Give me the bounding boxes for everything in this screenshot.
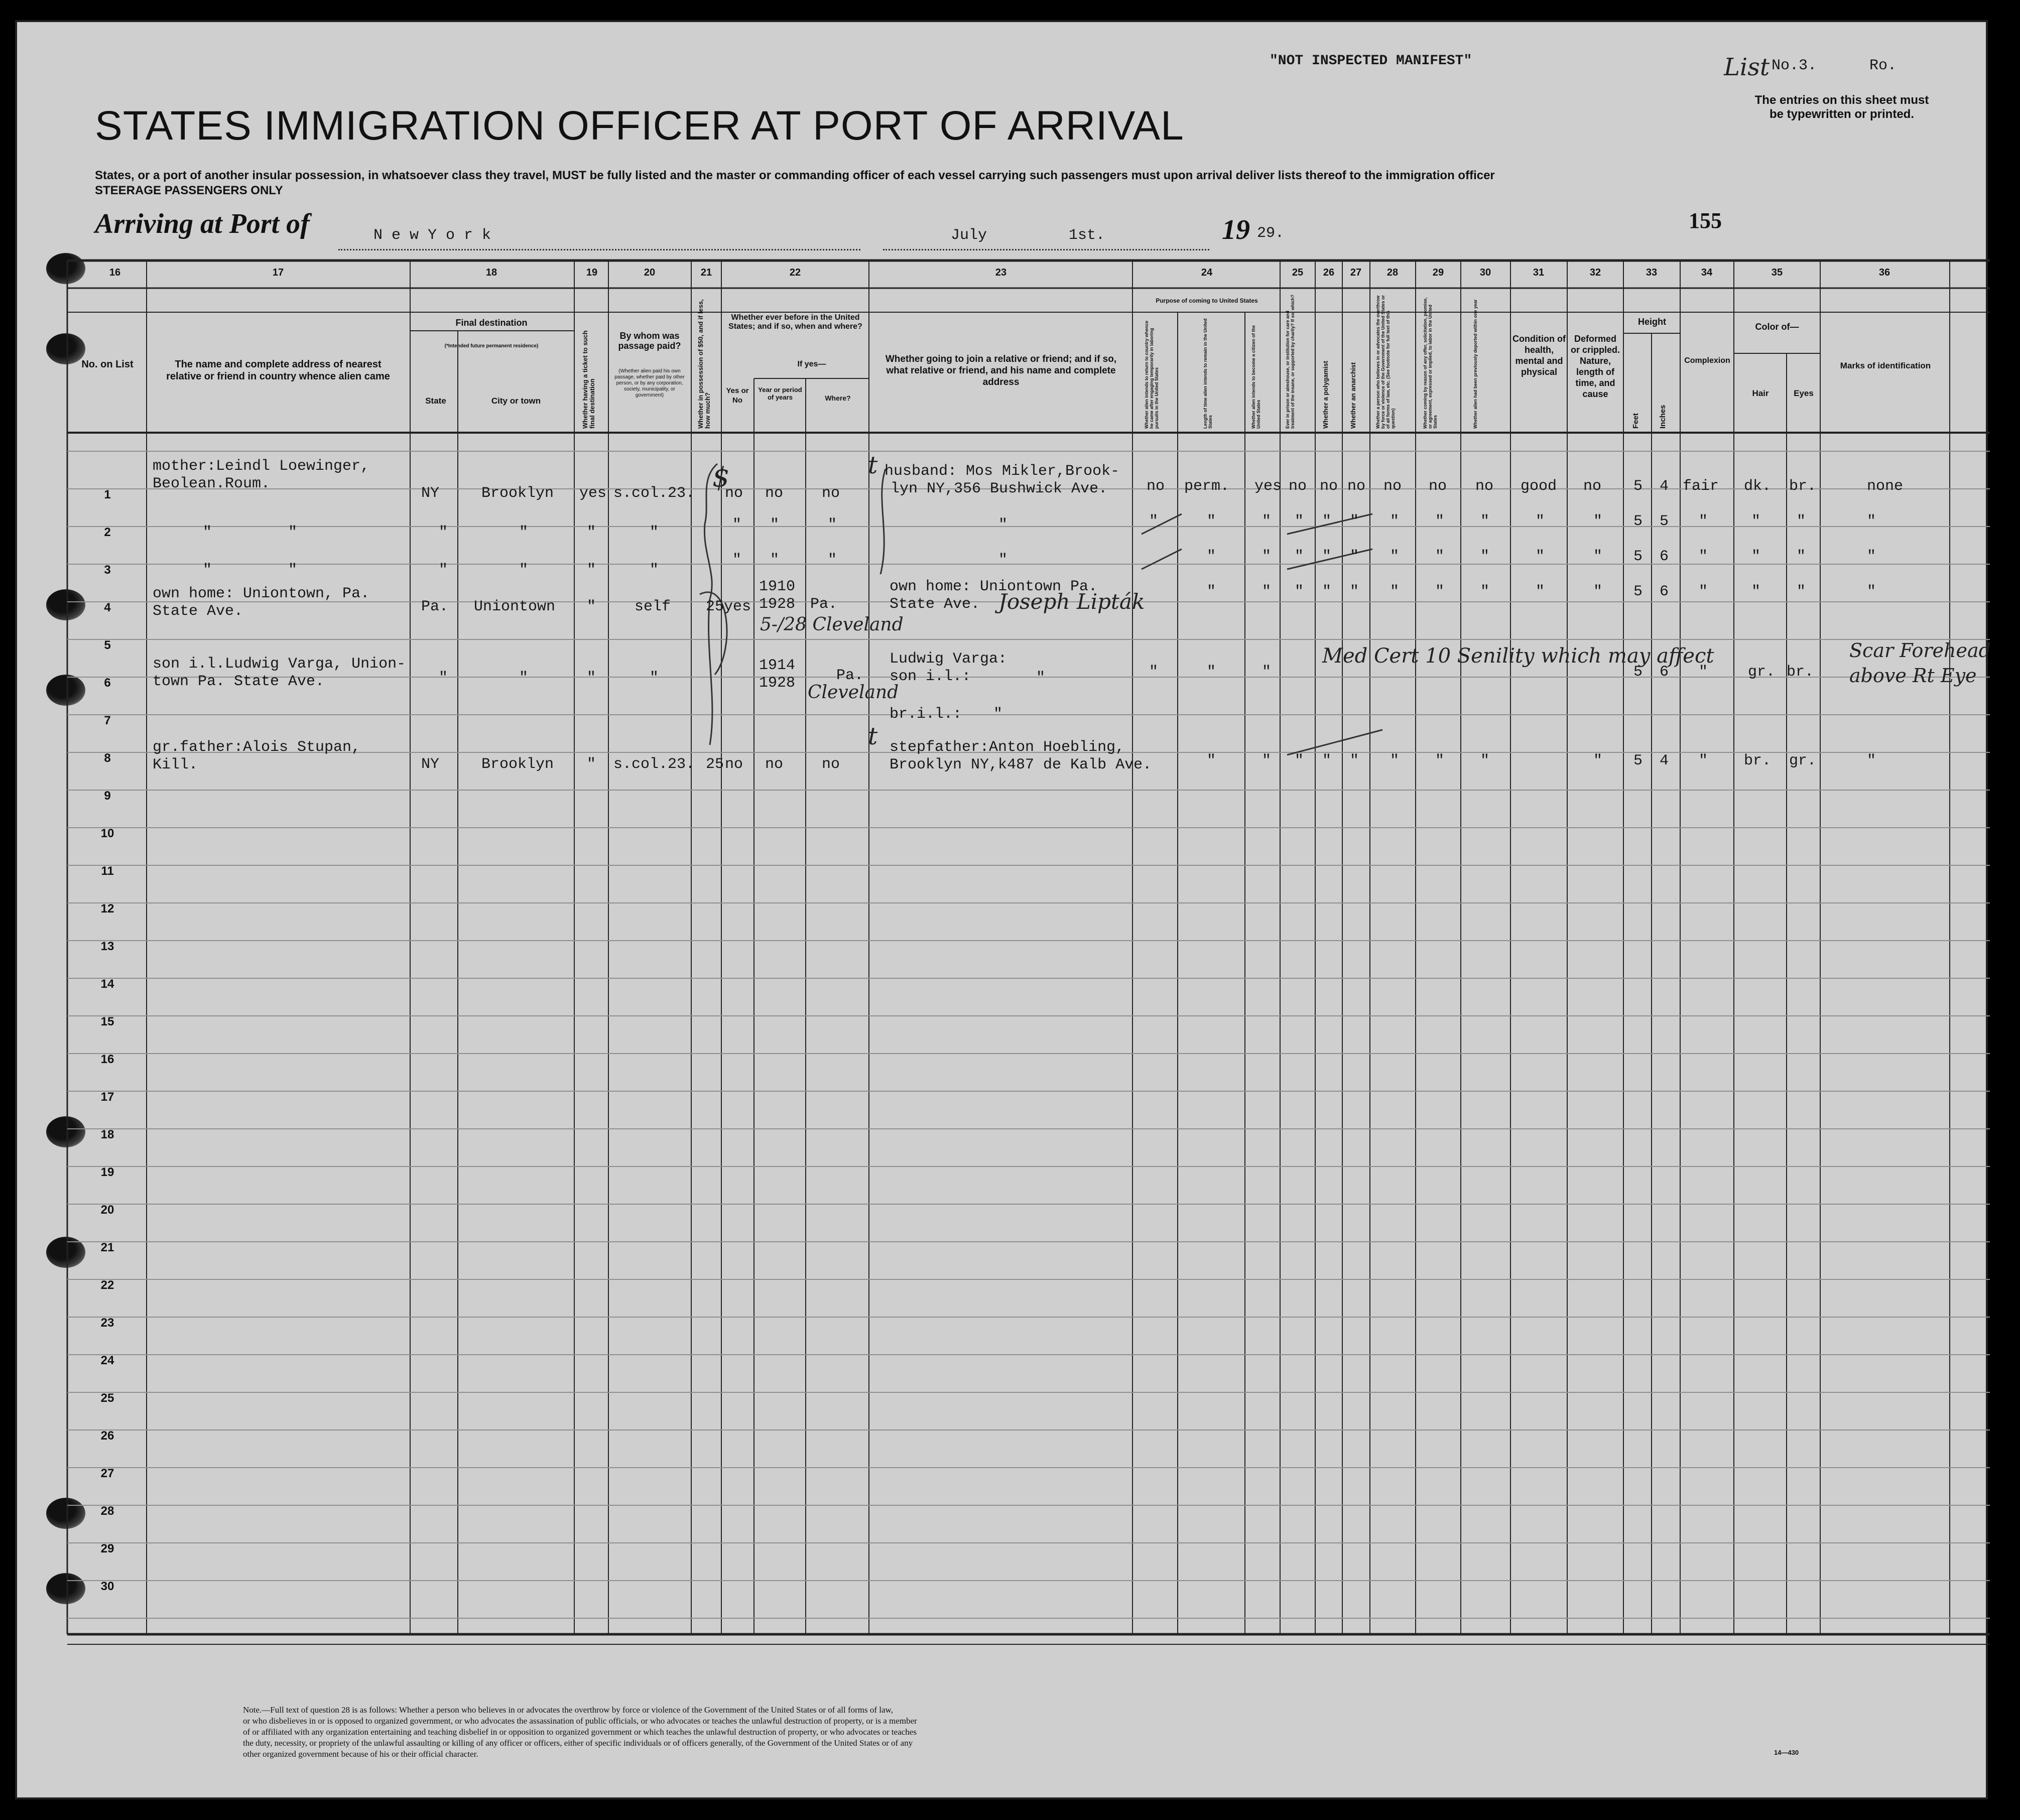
- r1-hair: dk.: [1744, 478, 1772, 495]
- ditto-mark: ": [650, 524, 659, 541]
- header-final-destination: Final destination: [455, 318, 528, 328]
- r8-year: no: [765, 756, 784, 773]
- page-title: STATES IMMIGRATION OFFICER AT PORT OF ARRIVAL: [95, 103, 1184, 149]
- row-number: 6: [104, 676, 111, 690]
- ditto-mark: ": [1797, 513, 1806, 530]
- ditto-mark: ": [519, 524, 529, 541]
- row-number: 27: [100, 1467, 114, 1480]
- row-number: 29: [100, 1542, 114, 1555]
- column-number: 20: [644, 267, 656, 278]
- ditto-mark: ": [1295, 583, 1304, 600]
- footnote: Note.—Full text of question 28 is as follows: Whether a person who believes in or advocates the overthrow by force or violence of the Government of the United States or of all forms of law, or who disbelieves in or is opposed to organized government, or who advocates the assassination of public officials, or who advocates or teaches the unlawful destruction of property, or is a member of or affiliated with any organization entertaining and teaching disbelief in or opposition to organized government or which teaches the unlawful destruction of property, or who advocates or teaches the duty, necessity, or propriety of the unlawful assaulting or killing of any officer or officers, either of specific individuals or of officers generally, of the Government of the United States or of any other organized government because of his or their official character.: [243, 1705, 917, 1759]
- row-number: 17: [100, 1090, 114, 1104]
- header-purpose-return: Whether alien intends to return to country whence he came after engaging temporarily in laboring pursuits in the United States: [1144, 320, 1159, 429]
- r4-handwritten-cleveland: 5-/28 Cleveland: [760, 614, 904, 635]
- ditto-mark: ": [288, 524, 298, 541]
- ditto-mark: ": [770, 516, 780, 534]
- ditto-mark: ": [1536, 513, 1545, 530]
- row-number: 28: [100, 1504, 114, 1518]
- ditto-mark: ": [1390, 513, 1400, 530]
- header-year: Year or period of years: [758, 386, 802, 401]
- ditto-mark: ": [288, 562, 298, 579]
- ditto-mark: ": [1593, 513, 1603, 530]
- ditto-mark: ": [1699, 548, 1708, 565]
- ditto-mark: ": [993, 706, 1003, 723]
- ditto-mark: ": [1593, 583, 1603, 600]
- r4-join-line1: own home: Uniontown Pa.: [890, 578, 1098, 595]
- header-hair: Hair: [1752, 388, 1769, 398]
- ditto-mark: ": [1797, 583, 1806, 600]
- ditto-mark: ": [1149, 664, 1159, 681]
- day-value: 1st.: [1069, 227, 1105, 244]
- header-join-relative: Whether going to join a relative or friend; and if so, what relative or friend, and his name and complete address: [885, 354, 1117, 387]
- header-overthrow: Whether a person who believes in or advocates the overthrow by force or violence of the Government of the United States or of all forms of law, etc. (See footnote for full text of this question): [1375, 295, 1396, 429]
- ditto-mark: ": [1593, 752, 1603, 769]
- r4-paid: self: [635, 598, 671, 615]
- header-health: Condition of health, mental and physical: [1512, 334, 1566, 377]
- ditto-mark: ": [1751, 583, 1761, 600]
- ditto-mark: ": [203, 562, 212, 579]
- column-number: 23: [995, 267, 1007, 278]
- r8-hair: br.: [1744, 752, 1772, 769]
- header-money: Whether in possession of $50, and if less, how much?: [697, 299, 711, 429]
- header-if-yes: If yes—: [797, 360, 826, 368]
- r1-marks: none: [1867, 478, 1904, 495]
- r1-handwritten-t: t: [868, 451, 878, 479]
- column-number: 34: [1701, 267, 1713, 278]
- ditto-mark: ": [1390, 752, 1400, 769]
- header-deported: Whether alien had been previously deported within one year: [1473, 299, 1478, 429]
- r4-relative-line2: State Ave.: [153, 603, 243, 620]
- ditto-mark: ": [1262, 752, 1272, 769]
- r8-paid: s.col.23.: [613, 756, 695, 773]
- ditto-mark: ": [1322, 548, 1332, 565]
- r8-relative-line1: gr.father:Alois Stupan,: [153, 739, 361, 756]
- row-number: 10: [100, 827, 114, 840]
- r8-money: 25: [706, 756, 724, 773]
- ditto-mark: ": [1350, 583, 1359, 600]
- column-number: 36: [1878, 267, 1890, 278]
- r1-prison: no: [1289, 478, 1307, 495]
- column-number: 26: [1323, 267, 1335, 278]
- r8-feet: 5: [1633, 752, 1643, 769]
- ditto-mark: ": [1295, 752, 1304, 769]
- r3-feet: 5: [1633, 548, 1643, 565]
- r8-state: NY: [421, 756, 440, 773]
- form-number: 14—430: [1774, 1749, 1799, 1756]
- ditto-mark: ": [1435, 752, 1445, 769]
- list-number: No.3.: [1772, 57, 1817, 74]
- ditto-mark: ": [1480, 752, 1490, 769]
- ditto-mark: ": [587, 670, 596, 687]
- ditto-mark: ": [1480, 583, 1490, 600]
- ditto-mark: ": [1207, 513, 1216, 530]
- ditto-mark: ": [1262, 664, 1272, 681]
- r4-city: Uniontown: [474, 598, 556, 615]
- ditto-mark: ": [1435, 583, 1445, 600]
- header-final-destination-note: (*Intended future permanent residence): [444, 343, 539, 349]
- r1-labor: no: [1429, 478, 1447, 495]
- column-number: 18: [485, 267, 497, 278]
- header-no-on-list: No. on List: [81, 359, 134, 370]
- ditto-mark: ": [1536, 548, 1545, 565]
- ditto-mark: ": [1322, 752, 1332, 769]
- column-number: 25: [1292, 267, 1304, 278]
- r1-eyes: br.: [1789, 478, 1817, 495]
- column-number: 21: [700, 267, 712, 278]
- not-inspected-stamp: "NOT INSPECTED MANIFEST": [1270, 53, 1472, 69]
- header-complexion: Complexion: [1684, 356, 1730, 365]
- list-suffix: Ro.: [1869, 57, 1897, 74]
- column-number: 29: [1432, 267, 1444, 278]
- ditto-mark: ": [650, 562, 659, 579]
- arriving-label: Arriving at Port of: [95, 208, 310, 239]
- ditto-mark: ": [1262, 513, 1272, 530]
- header-height: Height: [1638, 317, 1666, 327]
- row-number: 2: [104, 526, 111, 539]
- r1-relative-line2: Beolean.Roum.: [153, 475, 271, 492]
- header-passage-paid-note: (Whether alien paid his own passage, whether paid by other person, or by any corporation, society, municipality, or government): [614, 368, 685, 398]
- header-deformed: Deformed or crippled. Nature, length of time, and cause: [1570, 334, 1620, 399]
- ditto-mark: ": [828, 552, 837, 569]
- row-number: 23: [100, 1316, 114, 1330]
- r6-join-line2: son i.l.:: [890, 668, 971, 685]
- r6-eyes: br.: [1787, 664, 1814, 681]
- row-number: 26: [100, 1429, 114, 1443]
- ditto-mark: ": [1699, 513, 1708, 530]
- ditto-mark: ": [770, 552, 780, 569]
- row-number: 25: [100, 1391, 114, 1405]
- r1-citizen: yes: [1254, 478, 1282, 495]
- ditto-mark: ": [1295, 513, 1304, 530]
- r1-paid: s.col.23.: [613, 485, 695, 502]
- header-city: City or town: [491, 396, 541, 406]
- ditto-mark: ": [203, 524, 212, 541]
- header-ever-before: Whether ever before in the United States; and if so, when and where?: [728, 313, 862, 331]
- r6-handwritten-cleveland: Cleveland: [808, 682, 899, 703]
- row-number: 7: [104, 714, 111, 727]
- row-number: 1: [104, 488, 111, 501]
- ditto-mark: ": [650, 670, 659, 687]
- column-number: 17: [272, 267, 284, 278]
- ditto-mark: ": [732, 516, 742, 534]
- page-subtitle: States, or a port of another insular possession, in whatsoever class they travel, MUST be fully listed and the master or commanding officer of each vessel carrying such passengers must upon arrival deliver lists thereof to the immigration officer: [95, 169, 1495, 182]
- column-number: 24: [1201, 267, 1213, 278]
- column-number: 22: [789, 267, 801, 278]
- ditto-mark: ": [1207, 752, 1216, 769]
- ditto-mark: ": [1480, 513, 1490, 530]
- ditto-mark: ": [587, 756, 596, 773]
- ditto-mark: ": [1593, 548, 1603, 565]
- ditto-mark: ": [439, 562, 448, 579]
- r1-length: perm.: [1184, 478, 1230, 495]
- r6-marks-line1: Scar Forehead: [1849, 639, 1991, 662]
- r1-relative-line1: mother:Leindl Loewinger,: [153, 458, 370, 475]
- ditto-mark: ": [519, 670, 529, 687]
- ditto-mark: ": [1699, 583, 1708, 600]
- ditto-mark: ": [1350, 548, 1359, 565]
- r1-year: no: [765, 485, 784, 502]
- row-number: 8: [104, 751, 111, 765]
- r6-where: Pa.: [836, 667, 864, 684]
- r1-join-line2: lyn NY,356 Bushwick Ave.: [891, 480, 1108, 497]
- ditto-mark: ": [1435, 513, 1445, 530]
- page-number: 155: [1689, 208, 1722, 233]
- row-number: 19: [100, 1165, 114, 1179]
- ditto-mark: ": [998, 516, 1008, 534]
- row-number: 3: [104, 563, 111, 577]
- header-marks: Marks of identification: [1840, 361, 1931, 370]
- ditto-mark: ": [1867, 583, 1876, 600]
- column-number: 33: [1646, 267, 1658, 278]
- ditto-mark: ": [439, 670, 448, 687]
- row-number: 30: [100, 1580, 114, 1593]
- r1-feet: 5: [1633, 478, 1643, 495]
- ditto-mark: ": [1262, 583, 1272, 600]
- ditto-mark: ": [1036, 670, 1046, 687]
- header-purpose: Purpose of coming to United States: [1156, 297, 1258, 304]
- list-label: List: [1724, 53, 1770, 81]
- r4-state: Pa.: [421, 598, 449, 615]
- ditto-mark: ": [439, 524, 448, 541]
- row-number: 20: [100, 1203, 114, 1217]
- ditto-mark: ": [1149, 513, 1159, 530]
- r8-inches: 4: [1660, 752, 1669, 769]
- r6-feet: 5: [1633, 664, 1643, 681]
- header-color: Color of—: [1755, 322, 1799, 332]
- r6-year-from: 1914: [759, 657, 796, 674]
- r8-handwritten-t: t: [868, 722, 878, 750]
- ditto-mark: ": [1435, 548, 1445, 565]
- ditto-mark: ": [998, 552, 1008, 569]
- ditto-mark: ": [1207, 548, 1216, 565]
- r8-eyes: gr.: [1789, 752, 1817, 769]
- r1-health: good: [1521, 478, 1557, 495]
- row-number: 22: [100, 1278, 114, 1292]
- r4-inches: 6: [1660, 583, 1669, 600]
- r3-inches: 6: [1660, 548, 1669, 565]
- r1-money-handwritten: $: [712, 461, 730, 493]
- ditto-mark: ": [1390, 548, 1400, 565]
- ditto-mark: ": [587, 524, 596, 541]
- entries-note: The entries on this sheet must be typewritten or printed.: [1754, 93, 1929, 121]
- r1-deformed: no: [1583, 478, 1602, 495]
- r1-deported: no: [1475, 478, 1494, 495]
- header-prison: Ever in prison or almshouse, or institution for care and treatment of the insane, or supported by charity? If so, which?: [1285, 294, 1295, 429]
- r8-relative-line2: Kill.: [153, 756, 198, 773]
- header-anarchist: Whether an anarchist: [1349, 362, 1357, 429]
- r1-yes-no: no: [725, 485, 743, 502]
- header-feet: Feet: [1631, 413, 1640, 429]
- ditto-mark: ": [1207, 583, 1216, 600]
- column-number: 19: [586, 267, 598, 278]
- r4-relative-line1: own home: Uniontown, Pa.: [153, 585, 370, 602]
- r6-handwritten-note: Med Cert 10 Senility which may affect: [1322, 644, 1714, 668]
- header-nearest-relative: The name and complete address of nearest relative or friend in country whence alien came: [166, 359, 390, 382]
- r1-where: no: [822, 485, 840, 502]
- header-ticket: Whether having a ticket to such final destination: [581, 330, 596, 429]
- ditto-mark: ": [1350, 513, 1359, 530]
- r1-inches: 4: [1660, 478, 1669, 495]
- ditto-mark: ": [1480, 548, 1490, 565]
- column-number: 16: [109, 267, 121, 278]
- r4-yes-no: yes: [724, 598, 751, 615]
- ditto-mark: ": [1262, 548, 1272, 565]
- r4-join-line2: State Ave.: [890, 596, 980, 613]
- column-number: 32: [1589, 267, 1601, 278]
- r2-inches: 5: [1660, 513, 1669, 530]
- r6-hair: gr.: [1748, 664, 1776, 681]
- header-inches: Inches: [1659, 405, 1667, 429]
- ditto-mark: ": [1797, 548, 1806, 565]
- column-number: 35: [1771, 267, 1783, 278]
- table-grid: [17, 22, 1990, 1801]
- ditto-mark: ": [1536, 583, 1545, 600]
- row-number: 18: [100, 1128, 114, 1141]
- port-value: N e w Y o r k: [373, 227, 491, 244]
- ditto-mark: ": [519, 562, 529, 579]
- column-number: 27: [1350, 267, 1362, 278]
- r1-anarchist: no: [1347, 478, 1366, 495]
- ditto-mark: ": [1295, 548, 1304, 565]
- r8-city: Brooklyn: [481, 756, 554, 773]
- header-passage-paid: By whom was passage paid?: [618, 331, 681, 351]
- ditto-mark: ": [1322, 583, 1332, 600]
- row-number: 15: [100, 1015, 114, 1028]
- column-number: 31: [1533, 267, 1545, 278]
- ditto-mark: ": [1699, 752, 1708, 769]
- row-number: 16: [100, 1053, 114, 1066]
- r6-inches: 6: [1660, 664, 1669, 681]
- header-eyes: Eyes: [1794, 388, 1814, 398]
- r6-relative-line1: son i.l.Ludwig Varga, Union-: [153, 656, 406, 673]
- r2-feet: 5: [1633, 513, 1643, 530]
- column-number: 28: [1386, 267, 1399, 278]
- ditto-mark: ": [1207, 664, 1216, 681]
- column-number: 30: [1479, 267, 1491, 278]
- r6-join-line3: br.i.l.:: [890, 706, 962, 723]
- ditto-mark: ": [587, 562, 596, 579]
- ditto-mark: ": [1390, 583, 1400, 600]
- ditto-mark: ": [1751, 513, 1761, 530]
- ditto-mark: ": [1867, 752, 1876, 769]
- ditto-mark: ": [1751, 548, 1761, 565]
- row-number: 12: [100, 902, 114, 916]
- header-length-of-stay: Length of time alien intends to remain in the United States: [1203, 318, 1213, 429]
- r8-join-line2: Brooklyn NY,k487 de Kalb Ave.: [890, 756, 1152, 773]
- ditto-mark: ": [732, 552, 742, 569]
- row-number: 24: [100, 1354, 114, 1367]
- year-suffix: 29.: [1257, 225, 1285, 242]
- ditto-mark: ": [1350, 752, 1359, 769]
- row-number: 14: [100, 977, 114, 991]
- r1-complexion: fair: [1683, 478, 1719, 495]
- r1-polygamist: no: [1320, 478, 1338, 495]
- row-number: 9: [104, 789, 111, 803]
- ditto-mark: ": [1867, 513, 1876, 530]
- row-number: 21: [100, 1241, 114, 1254]
- ditto-mark: ": [1867, 548, 1876, 565]
- manifest-sheet: [15, 20, 1991, 1799]
- r1-ticket: yes: [579, 485, 607, 502]
- ditto-mark: ": [587, 598, 596, 615]
- ditto-mark: ": [1322, 513, 1332, 530]
- r8-join-line1: stepfather:Anton Hoebling,: [890, 739, 1125, 756]
- header-labor-offer: Whether coming by reason of any offer, solicitation, promise, or agreement, expressed or implied, to labor in the United States: [1423, 297, 1438, 429]
- r8-where: no: [822, 756, 840, 773]
- row-number: 11: [101, 864, 114, 878]
- r6-join-line1: Ludwig Varga:: [890, 651, 1007, 668]
- r1-return: no: [1147, 478, 1165, 495]
- header-state: State: [425, 396, 446, 406]
- row-number: 4: [104, 601, 111, 614]
- header-yes-no: Yes or No: [726, 386, 749, 405]
- r1-join-line1: husband: Mos Mikler,Brook-: [885, 463, 1120, 480]
- r1-city: Brooklyn: [481, 485, 554, 502]
- r4-money: 25: [706, 598, 724, 615]
- r1-overthrow: no: [1383, 478, 1402, 495]
- r4-year-to: 1928: [759, 596, 796, 613]
- r6-marks-line2: above Rt Eye: [1849, 665, 1977, 687]
- r6-year-to: 1928: [759, 675, 796, 692]
- ditto-mark: ": [1699, 664, 1708, 681]
- year-prefix: 19: [1222, 214, 1250, 245]
- header-polygamist: Whether a polygamist: [1322, 360, 1329, 429]
- header-where: Where?: [825, 394, 851, 402]
- r8-yes-no: no: [725, 756, 743, 773]
- r1-state: NY: [421, 485, 440, 502]
- r6-relative-line2: town Pa. State Ave.: [153, 673, 325, 690]
- ditto-mark: ": [828, 516, 837, 534]
- row-number: 13: [100, 940, 114, 953]
- month-value: July: [951, 227, 987, 244]
- header-citizen: Whether alien intends to become a citizen of the United States: [1251, 325, 1261, 429]
- r4-feet: 5: [1633, 583, 1643, 600]
- r4-handwritten-name: Joseph Lipták: [998, 589, 1145, 614]
- r4-where: Pa.: [810, 596, 838, 613]
- row-number: 5: [104, 638, 111, 652]
- r4-year-from: 1910: [759, 578, 796, 595]
- steerage-label: STEERAGE PASSENGERS ONLY: [95, 184, 283, 197]
